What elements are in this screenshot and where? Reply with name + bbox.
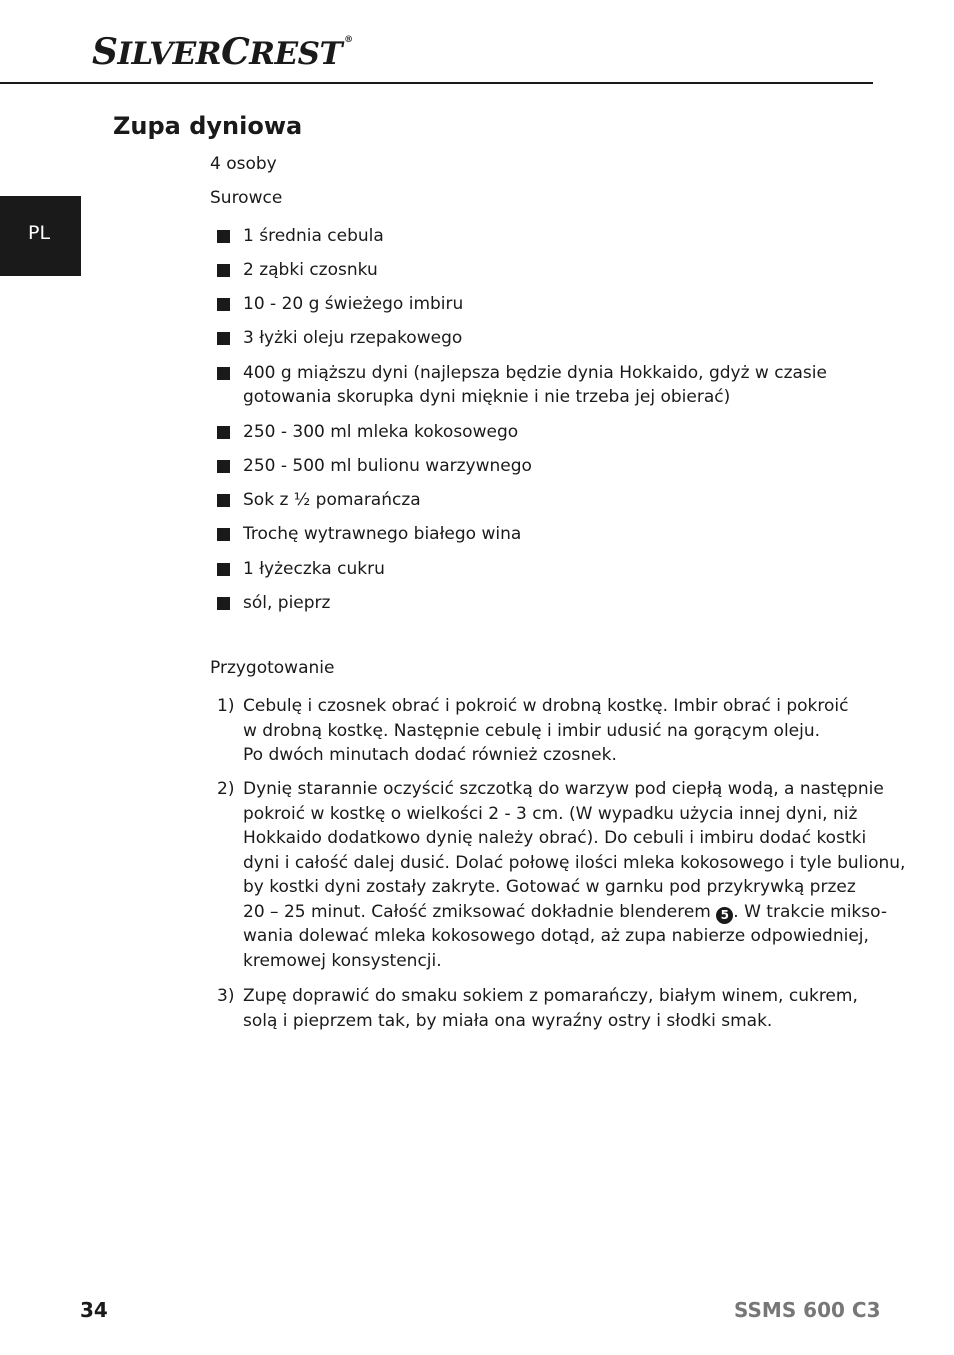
step-line-with-reference	[243, 900, 887, 925]
page-number: 34	[80, 1298, 108, 1322]
step-line: Zupę doprawić do smaku sokiem z pomarańczy, białym winem, cukrem,	[243, 986, 858, 1006]
bullet-icon	[217, 264, 230, 277]
ingredient-item: 3 łyżki oleju rzepakowego	[243, 328, 463, 348]
step-line: w drobną kostkę. Następnie cebulę i imbir udusić na gorącym oleju.	[243, 720, 821, 741]
language-label: PL	[28, 222, 51, 244]
bullet-icon	[217, 563, 230, 576]
step-line: Cebulę i czosnek obrać i pokroić w drobną kostkę. Imbir obrać i pokroić	[243, 696, 849, 716]
ingredient-item: 400 g miąższu dyni (najlepsza będzie dynia Hokkaido, gdyż w czasie	[243, 363, 827, 383]
ingredient-item: Trochę wytrawnego białego wina	[243, 524, 522, 544]
recipe-title: Zupa dyniowa	[113, 112, 303, 140]
brand-logo: SILVERCREST ®	[92, 31, 353, 73]
language-tab	[0, 196, 81, 276]
step-line: dyni i całość dalej dusić. Dolać połowę ilości mleka kokosowego i tyle bulionu,	[243, 852, 906, 873]
bullet-icon	[217, 426, 230, 439]
step-number: 1)	[217, 696, 235, 716]
bullet-icon	[217, 460, 230, 473]
preparation-heading: Przygotowanie	[210, 658, 335, 678]
model-name: SSMS 600 C3	[734, 1298, 881, 1322]
ingredient-item: sól, pieprz	[243, 593, 331, 613]
bullet-icon	[217, 367, 230, 380]
step-line: Dynię starannie oczyścić szczotką do warzyw pod ciepłą wodą, a następnie	[243, 779, 884, 799]
step-line: Hokkaido dodatkowo dynię należy obrać). Do cebuli i imbiru dodać kostki	[243, 828, 867, 848]
ingredient-item: 1 średnia cebula	[243, 226, 384, 246]
ingredient-item: 2 ząbki czosnku	[243, 260, 378, 280]
step-line-part: . W trakcie mikso-	[733, 901, 887, 922]
component-5-icon: 5	[716, 907, 733, 924]
servings: 4 osoby	[210, 154, 277, 174]
step-number: 2)	[217, 779, 235, 799]
bullet-icon	[217, 298, 230, 311]
step-line: by kostki dyni zostały zakryte. Gotować w garnku pod przykrywką przez	[243, 877, 856, 897]
bullet-icon	[217, 230, 230, 243]
step-line: wania dolewać mleka kokosowego dotąd, aż zupa nabierze odpowiedniej,	[243, 926, 869, 946]
ingredient-item: 10 - 20 g świeżego imbiru	[243, 294, 464, 314]
step-line: Po dwóch minutach dodać również czosnek.	[243, 745, 617, 765]
ingredient-item: 250 - 300 ml mleka kokosowego	[243, 422, 519, 442]
step-line: solą i pieprzem tak, by miała ona wyraźny ostry i słodki smak.	[243, 1010, 773, 1031]
step-text	[243, 694, 849, 768]
ingredient-item: 1 łyżeczka cukru	[243, 559, 385, 579]
step-line: pokroić w kostkę o wielkości 2 - 3 cm. (W wypadku użycia innej dyni, niż	[243, 803, 858, 824]
ingredients-heading: Surowce	[210, 188, 283, 208]
step-text	[243, 984, 858, 1033]
ingredient-item: 250 - 500 ml bulionu warzywnego	[243, 456, 532, 476]
ingredient-item-continued: gotowania skorupka dyni mięknie i nie trzeba jej obierać)	[243, 387, 731, 407]
bullet-icon	[217, 332, 230, 345]
step-number: 3)	[217, 986, 235, 1006]
header-divider	[0, 82, 873, 84]
step-text	[243, 777, 906, 973]
ingredient-item: Sok z ½ pomarańcza	[243, 490, 421, 510]
step-line-part: 20 – 25 minut. Całość zmiksować dokładnie blenderem	[243, 901, 711, 922]
registered-mark: ®	[344, 35, 353, 45]
bullet-icon	[217, 528, 230, 541]
bullet-icon	[217, 494, 230, 507]
bullet-icon	[217, 597, 230, 610]
step-line: kremowej konsystencji.	[243, 950, 442, 971]
